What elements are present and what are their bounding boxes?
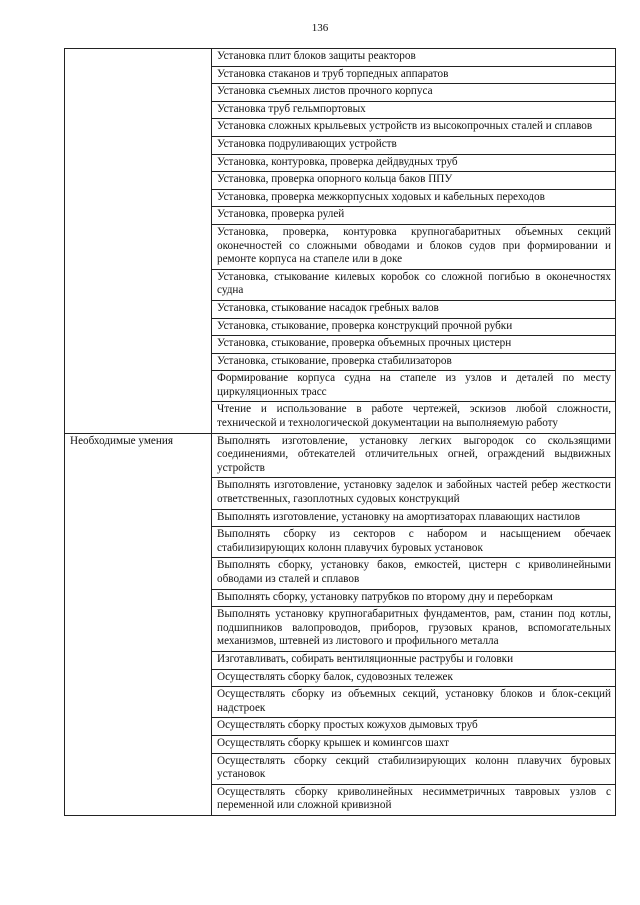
skill-item: Осуществлять сборку криволинейных несимметричных тавровых узлов с переменной или сложной кривизной — [212, 784, 616, 815]
skill-item: Установка, проверка, контуровка крупногабаритных объемных секций оконечностей со сложными обводами и блоков судов при формировании и ремонте корпуса на стапеле или в доке — [212, 224, 616, 269]
skill-item: Осуществлять сборку секций стабилизирующих колонн плавучих буровых установок — [212, 753, 616, 784]
skill-item: Осуществлять сборку балок, судовозных тележек — [212, 669, 616, 687]
skill-item: Выполнять изготовление, установку на амортизаторах плавающих настилов — [212, 509, 616, 527]
skill-item: Выполнять сборку, установку патрубков по второму дну и переборкам — [212, 589, 616, 607]
competency-table — [64, 48, 616, 816]
skill-item: Выполнять изготовление, установку заделок и забойных частей ребер жесткости ответственных, газоплотных судовых конструкций — [212, 478, 616, 509]
skill-item: Установка, стыкование насадок гребных валов — [212, 300, 616, 318]
skill-item: Установка плит блоков защиты реакторов — [212, 49, 616, 67]
table-row — [65, 49, 616, 67]
skill-item: Выполнять изготовление, установку легких выгородок со скользящими соединениями, обтекателей отличительных огней, ограждений выдвижных устройств — [212, 433, 616, 478]
skill-item: Установка, проверка межкорпусных ходовых и кабельных переходов — [212, 189, 616, 207]
skill-item: Установка труб гельмпортовых — [212, 101, 616, 119]
skill-item: Изготавливать, собирать вентиляционные раструбы и головки — [212, 651, 616, 669]
skill-item: Установка съемных листов прочного корпуса — [212, 84, 616, 102]
skill-item: Установка, стыкование, проверка конструкций прочной рубки — [212, 318, 616, 336]
skill-item: Осуществлять сборку из объемных секций, установку блоков и блок-секций надстроек — [212, 687, 616, 718]
skill-item: Выполнять сборку, установку баков, емкостей, цистерн с криволинейными обводами из сталей и сплавов — [212, 558, 616, 589]
skill-item: Установка, стыкование, проверка стабилизаторов — [212, 353, 616, 371]
skill-item: Формирование корпуса судна на стапеле из узлов и деталей по месту циркуляционных трасс — [212, 371, 616, 402]
skill-item: Чтение и использование в работе чертежей, эскизов любой сложности, технической и технологической документации на выполняемую работу — [212, 402, 616, 433]
skill-item: Выполнять установку крупногабаритных фундаментов, рам, станин под котлы, подшипников валопроводов, приборов, грузовых кранов, вспомогательных механизмов, штевней из листового и профильного металла — [212, 607, 616, 652]
skill-item: Установка, стыкование, проверка объемных прочных цистерн — [212, 336, 616, 354]
skill-item: Осуществлять сборку крышек и комингсов шахт — [212, 735, 616, 753]
section-label: Необходимые умения — [65, 433, 212, 815]
section-label — [65, 49, 212, 434]
skill-item: Установка сложных крыльевых устройств из высокопрочных сталей и сплавов — [212, 119, 616, 137]
skill-item: Установка, стыкование килевых коробок со сложной погибью в оконечностях судна — [212, 269, 616, 300]
skill-item: Установка, проверка рулей — [212, 207, 616, 225]
competency-table-body — [65, 49, 616, 816]
skill-item: Установка подруливающих устройств — [212, 136, 616, 154]
skill-item: Установка, проверка опорного кольца баков ППУ — [212, 172, 616, 190]
table-row — [65, 433, 616, 478]
page-number: 136 — [311, 22, 329, 34]
skill-item: Установка, контуровка, проверка дейдвудных труб — [212, 154, 616, 172]
skill-item: Установка стаканов и труб торпедных аппаратов — [212, 66, 616, 84]
skill-item: Осуществлять сборку простых кожухов дымовых труб — [212, 718, 616, 736]
skill-item: Выполнять сборку из секторов с набором и насыщением обечаек стабилизирующих колонн плавучих буровых установок — [212, 527, 616, 558]
